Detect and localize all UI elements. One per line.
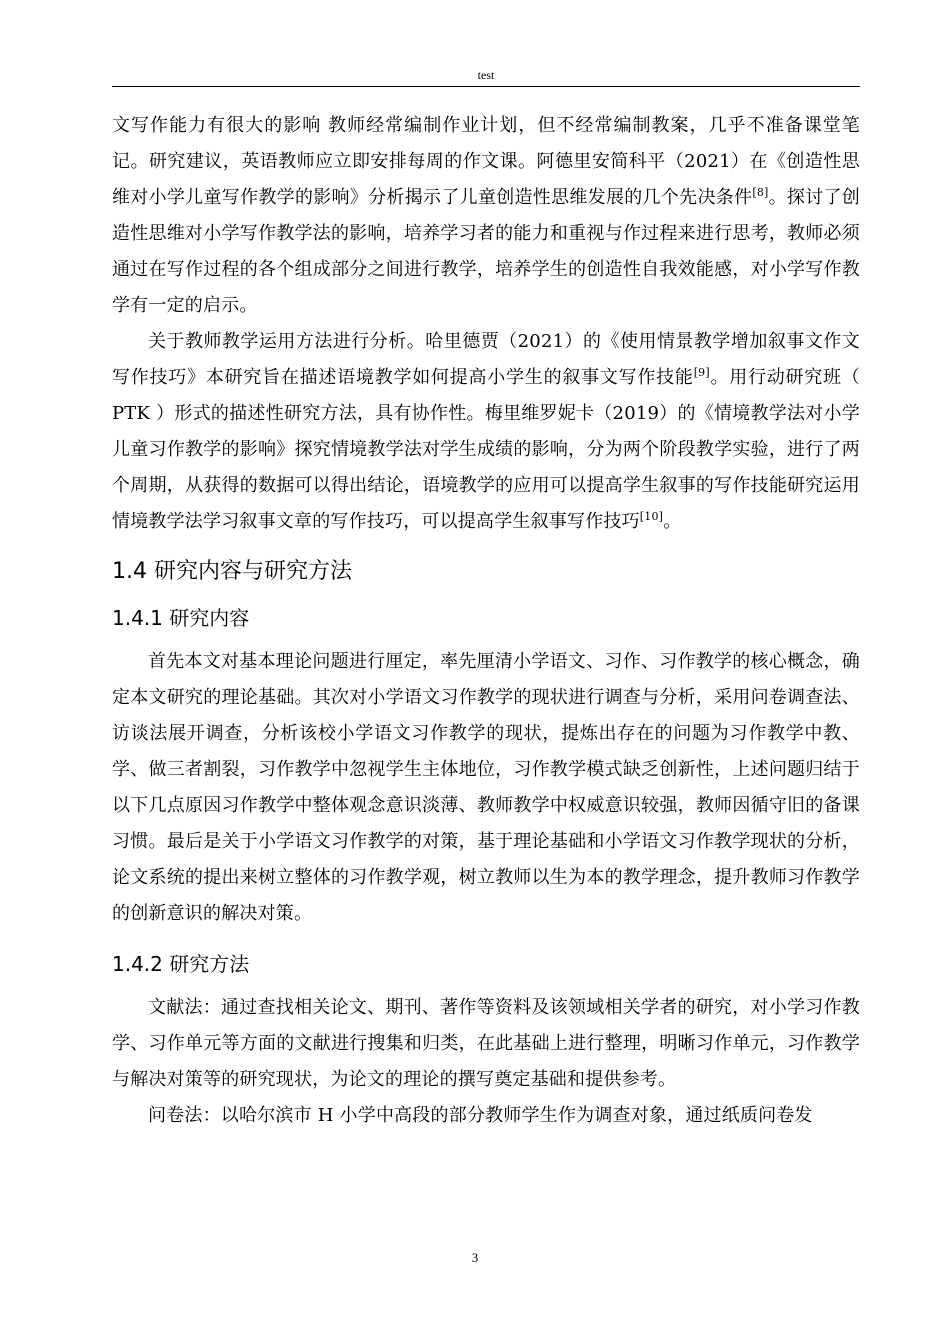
citation-9: [9] [693, 366, 710, 379]
citation-10: [10] [639, 510, 664, 523]
page-number: 3 [471, 1250, 479, 1265]
paragraph-literature-method: 文献法：通过查找相关论文、期刊、著作等资料及该领域相关学者的研究，对小学习作教学、习作单元等方面的文献进行搜集和归类，在此基础上进行整理，明晰习作单元，习作教学与解决对策等的研究现状，为论文的理论的撰写奠定基础和提供参考。 [112, 997, 860, 1090]
subsection-heading-1-4-2: 1.4.2 研究方法 [112, 952, 250, 976]
paragraph-continued [112, 108, 860, 324]
paragraph-questionnaire-method: 问卷法：以哈尔滨市 H 小学中高段的部分教师学生作为调查对象，通过纸质问卷发 [148, 1105, 813, 1126]
paragraph-text: 。 [663, 511, 682, 532]
section-heading-1-4: 1.4 研究内容与研究方法 [112, 559, 352, 584]
paragraph-teaching-methods [112, 324, 860, 540]
paragraph-text: 。用行动研究班（ PTK ）形式的描述性研究方法，具有协作性。梅里维罗妮卡（2019）的《情境教学法对小学儿童习作教学的影响》探究情境教学法对学生成绩的影响，分为两个阶段教学实验，进行了两个周期，从获得的数据可以得出结论，语境教学的应用可以提高学生叙事的写作技能研究运用情境教学法学习叙事文章的写作技巧，可以提高学生叙事写作技巧 [112, 367, 860, 532]
subsection-heading-1-4-1: 1.4.1 研究内容 [112, 606, 250, 630]
page-header: test [112, 66, 860, 87]
paragraph-text: 关于教师教学运用方法进行分析。哈里德贾（2021）的《使用情景教学增加叙事文作文写作技巧》本研究旨在描述语境教学如何提高小学生的叙事文写作技能 [112, 331, 860, 388]
document-body [112, 108, 860, 1134]
citation-8: [8] [752, 186, 769, 199]
paragraph-text: 文写作能力有很大的影响 教师经常编制作业计划，但不经常编制教案，几乎不准备课堂笔记。研究建议，英语教师应立即安排每周的作文课。阿德里安简科平（2021）在《创造性思维对小学儿童写作教学的影响》分析揭示了儿童创造性思维发展的几个先决条件 [112, 115, 860, 208]
paragraph-text: 。探讨了创造性思维对小学写作教学法的影响，培养学习者的能力和重视与作过程来进行思考，教师必须通过在写作过程的各个组成部分之间进行教学，培养学生的创造性自我效能感，对小学写作教学有一定的启示。 [112, 187, 861, 316]
paragraph-research-content: 首先本文对基本理论问题进行厘定，率先厘清小学语文、习作、习作教学的核心概念，确定本文研究的理论基础。其次对小学语文习作教学的现状进行调查与分析，采用问卷调查法、访谈法展开调查，分析该校小学语文习作教学的现状，提炼出存在的问题为习作教学中教、学、做三者割裂，习作教学中忽视学生主体地位，习作教学模式缺乏创新性，上述问题归结于以下几点原因习作教学中整体观念意识淡薄、教师教学中权威意识较强，教师因循守旧的备课习惯。最后是关于小学语文习作教学的对策，基于理论基础和小学语文习作教学现状的分析，论文系统的提出来树立整体的习作教学观，树立教师以生为本的教学理念，提升教师习作教学的创新意识的解决对策。 [112, 651, 860, 924]
